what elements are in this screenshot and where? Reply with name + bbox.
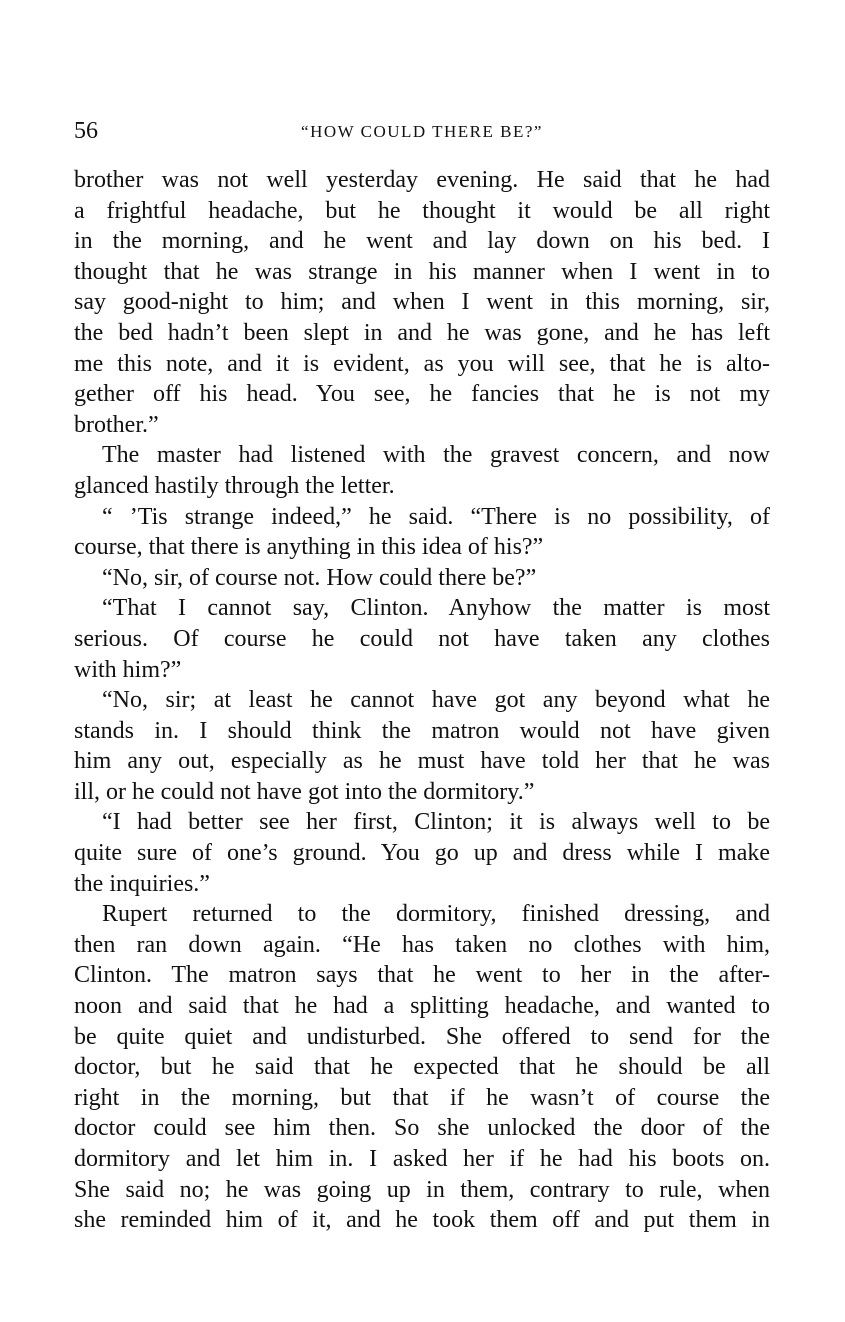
text-line: right in the morning, but that if he wasn’t of course the [74, 1084, 770, 1111]
text-line: “No, sir; at least he cannot have got any beyond what he [102, 687, 770, 714]
text-line: be quite quiet and undisturbed. She offered to send for the [74, 1023, 770, 1050]
text-line: dormitory and let him in. I asked her if he had his boots on. [74, 1146, 770, 1172]
text-line: gether off his head. You see, he fancies that he is not my [74, 381, 770, 408]
text-line: Clinton. The matron says that he went to her in the after- [74, 962, 770, 989]
text-line: “I had better see her first, Clinton; it is always well to be [102, 809, 770, 836]
text-line: course, that there is anything in this idea of his?” [74, 534, 544, 561]
text-line: him any out, especially as he must have told her that he was [74, 748, 770, 775]
text-line: with him?” [74, 656, 182, 683]
text-line: quite sure of one’s ground. You go up and dress while I make [74, 840, 770, 867]
text-line: the inquiries.” [74, 870, 210, 897]
text-line: a frightful headache, but he thought it would be all right [74, 197, 770, 224]
page-header [74, 116, 770, 146]
text-line: doctor could see him then. So she unlocked the door of the [74, 1115, 770, 1142]
text-line: noon and said that he had a splitting headache, and wanted to [74, 993, 770, 1020]
text-line: brother.” [74, 411, 159, 438]
text-line: in the morning, and he went and lay down on his bed. I [74, 228, 770, 255]
text-line: doctor, but he said that he expected that he should be all [74, 1054, 770, 1081]
text-line: ill, or he could not have got into the dormitory.” [74, 778, 535, 805]
body-text [74, 165, 770, 1236]
text-line: She said no; he was going up in them, contrary to rule, when [74, 1176, 770, 1203]
text-line: serious. Of course he could not have taken any clothes [74, 625, 770, 652]
text-line: Rupert returned to the dormitory, finished dressing, and [102, 901, 770, 928]
text-line: thought that he was strange in his manner when I went in to [74, 258, 770, 285]
text-line: say good-night to him; and when I went in this morning, sir, [74, 289, 770, 316]
text-line: “That I cannot say, Clinton. Anyhow the matter is most [102, 595, 770, 622]
running-head: “HOW COULD THERE BE?” [301, 122, 543, 141]
text-line: brother was not well yesterday evening. He said that he had [74, 167, 770, 193]
text-line: the bed hadn’t been slept in and he was gone, and he has left [74, 319, 770, 346]
text-line: The master had listened with the gravest concern, and now [102, 442, 770, 469]
text-line: she reminded him of it, and he took them off and put them in [74, 1207, 770, 1234]
text-line: then ran down again. “He has taken no clothes with him, [74, 931, 770, 958]
page-number: 56 [74, 118, 98, 144]
text-line: “ ’Tis strange indeed,” he said. “There is no possibility, of [102, 503, 770, 530]
text-line: glanced hastily through the letter. [74, 472, 395, 499]
text-line: “No, sir, of course not. How could there be?” [102, 564, 537, 591]
text-line: stands in. I should think the matron would not have given [74, 717, 770, 744]
text-line: me this note, and it is evident, as you will see, that he is alto- [74, 350, 770, 377]
